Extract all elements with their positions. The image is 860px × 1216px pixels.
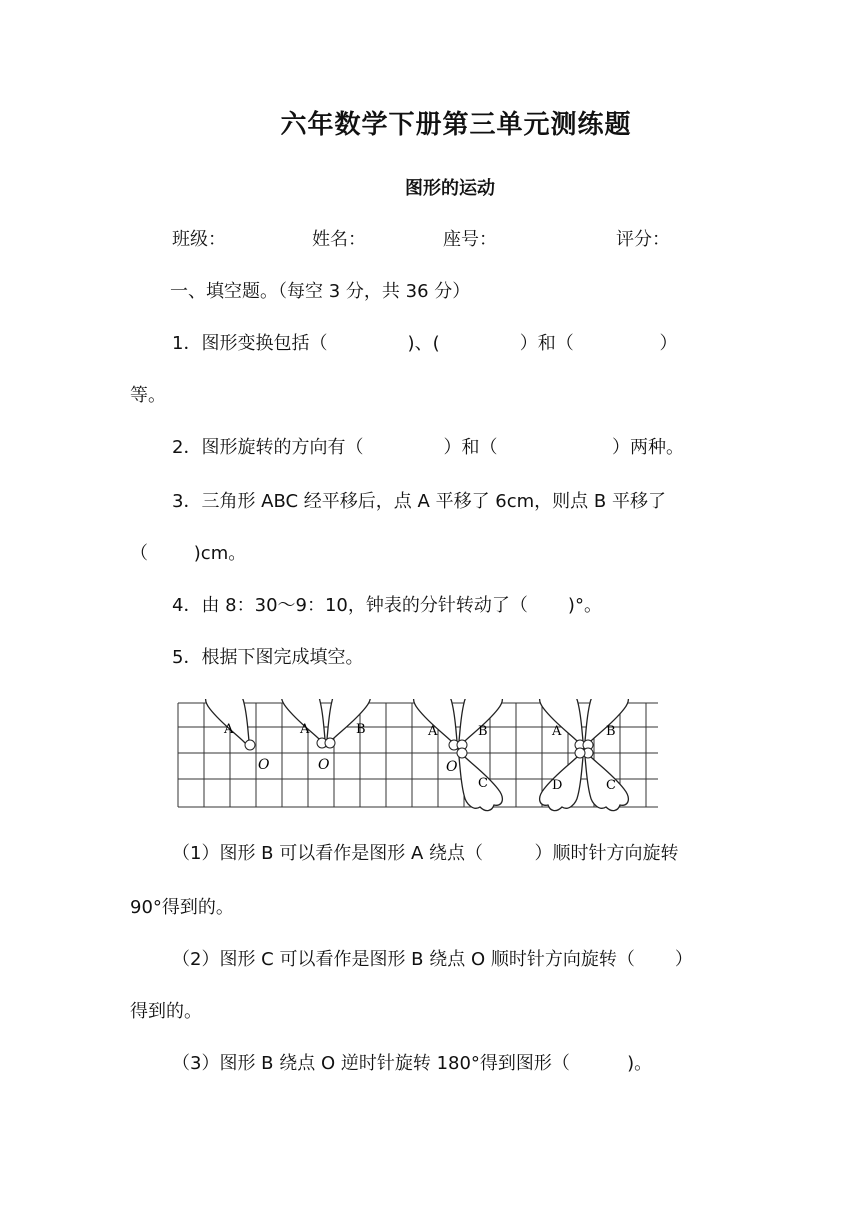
question-5-1-line-1: （1）图形 B 可以看作是图形 A 绕点（ ）顺时针方向旋转: [172, 843, 679, 864]
question-5-3: （3）图形 B 绕点 O 逆时针旋转 180°得到图形（ )。: [172, 1053, 653, 1074]
petal-base: [245, 740, 255, 750]
label-c-4: C: [606, 778, 616, 793]
label-c-3: C: [478, 776, 488, 791]
label-a-1: A: [224, 722, 234, 737]
student-info-row: [0, 228, 860, 252]
question-5-2-line-1: （2）图形 C 可以看作是图形 B 绕点 O 顺时针方向旋转（ ）: [172, 949, 693, 970]
question-3-line-2: （ )cm。: [130, 543, 247, 564]
document-title: 六年数学下册第三单元测练题: [280, 110, 632, 140]
label-b-4: B: [606, 724, 616, 739]
label-o-1: O: [258, 757, 270, 773]
label-b-3: B: [478, 724, 488, 739]
class-label: 班级：: [172, 229, 226, 250]
label-a-2: A: [300, 722, 310, 737]
question-3-line-1: 3．三角形 ABC 经平移后，点 A 平移了 6cm，则点 B 平移了: [172, 491, 666, 512]
label-o-2: O: [318, 757, 330, 773]
label-o-3: O: [446, 759, 458, 775]
question-2: 2．图形旋转的方向有（ ）和（ ）两种。: [172, 437, 684, 458]
score-label: 评分：: [616, 229, 670, 250]
figure-stage-3: [414, 699, 503, 811]
question-5: 5．根据下图完成填空。: [172, 647, 364, 668]
question-5-1-line-2: 90°得到的。: [130, 897, 234, 918]
question-1-line-1: 1．图形变换包括（ )、( ）和（ ）: [172, 333, 678, 354]
document-subtitle: 图形的运动: [405, 178, 495, 199]
question-4: 4．由 8：30～9：10，钟表的分针转动了（ )°。: [172, 595, 602, 616]
label-d-4: D: [552, 778, 563, 793]
figure-stage-4: [540, 699, 629, 811]
seat-label: 座号：: [443, 229, 497, 250]
rotation-figure: [176, 699, 660, 813]
question-1-line-2: 等。: [130, 385, 166, 406]
section-heading-fill-blank: 一、填空题。（每空 3 分，共 36 分）: [170, 281, 471, 302]
label-b-2: B: [356, 722, 366, 737]
label-a-4: A: [552, 724, 562, 739]
name-label: 姓名：: [312, 229, 366, 250]
label-a-3: A: [428, 724, 438, 739]
question-5-2-line-2: 得到的。: [130, 1001, 202, 1022]
